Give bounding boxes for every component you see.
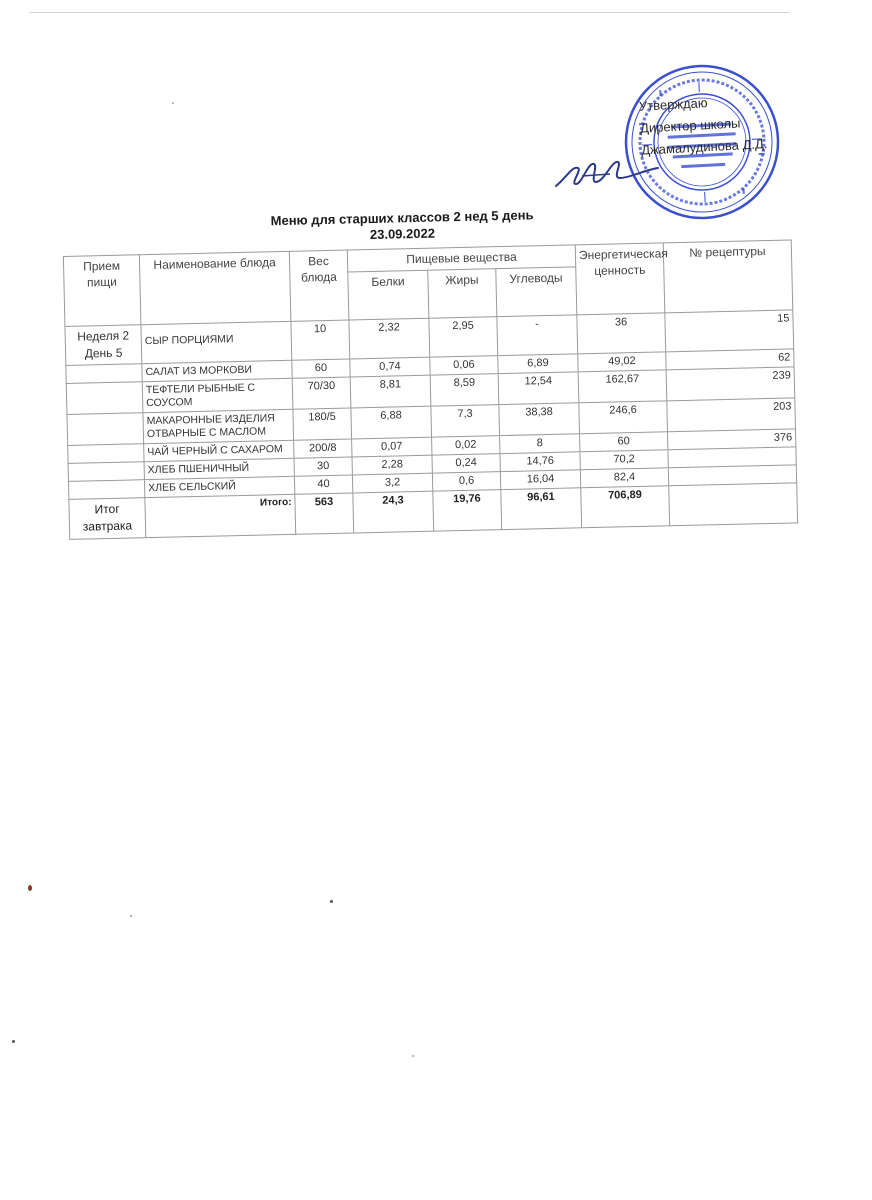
dish-weight: 60 — [292, 359, 350, 378]
dish-fat: 2,95 — [429, 317, 498, 358]
header-weight: Вес блюда — [289, 250, 349, 321]
document-title: Меню для старших классов 2 нед 5 день — [270, 207, 534, 229]
dish-weight: 70/30 — [292, 377, 351, 409]
dish-carbs: - — [497, 315, 578, 356]
dish-name: МАКАРОННЫЕ ИЗДЕЛИЯ ОТВАРНЫЕ С МАСЛОМ — [143, 409, 294, 443]
dish-recipe: 239 — [666, 367, 795, 401]
total-fat: 19,76 — [433, 490, 502, 532]
dish-energy: 60 — [580, 432, 668, 452]
total-energy: 706,89 — [581, 486, 670, 528]
dish-carbs: 8 — [500, 434, 580, 454]
total-meal-label: Итог завтрака — [69, 498, 146, 540]
dish-energy: 70,2 — [580, 450, 668, 470]
dish-protein: 3,2 — [352, 473, 432, 493]
dish-name: ТЕФТЕЛИ РЫБНЫЕ С СОУСОМ — [142, 378, 293, 412]
dish-carbs: 12,54 — [498, 372, 579, 405]
meal-cell-empty — [68, 444, 144, 464]
header-protein: Белки — [348, 270, 429, 320]
dish-weight: 200/8 — [294, 439, 352, 458]
approval-line-1: Утверждаю — [638, 95, 708, 114]
meal-cell-empty — [67, 413, 144, 446]
total-label: Итого: — [145, 494, 296, 537]
meal-cell-empty — [68, 480, 144, 500]
meal-cell-empty — [66, 364, 142, 384]
approval-line-3: Джамалудинова Д.Д. — [640, 136, 768, 158]
dish-protein: 6,88 — [351, 406, 432, 439]
menu-document — [62, 201, 809, 540]
scan-edge-line — [30, 12, 790, 13]
dish-carbs: 6,89 — [498, 354, 578, 374]
dish-weight: 180/5 — [293, 408, 352, 440]
dish-name: ХЛЕБ СЕЛЬСКИЙ — [144, 476, 294, 497]
total-weight: 563 — [295, 493, 354, 534]
menu-table — [63, 239, 798, 539]
dish-energy: 49,02 — [578, 352, 666, 372]
dish-weight: 40 — [294, 475, 352, 494]
dish-protein: 2,32 — [349, 318, 430, 359]
dish-protein: 2,28 — [352, 455, 432, 475]
dish-energy: 246,6 — [579, 401, 668, 434]
header-meal: Прием пищи — [63, 255, 141, 327]
dish-carbs: 14,76 — [500, 452, 580, 472]
meal-label: Неделя 2 День 5 — [65, 325, 142, 366]
dish-energy: 36 — [577, 313, 666, 354]
dish-fat: 0,6 — [432, 472, 500, 492]
dish-recipe: 376 — [668, 429, 796, 450]
dish-fat: 0,06 — [430, 356, 498, 376]
dish-protein: 0,74 — [350, 357, 430, 377]
total-carbs: 96,61 — [501, 488, 582, 530]
dish-carbs: 38,38 — [499, 403, 580, 436]
approval-line-2: Директор школы — [639, 115, 741, 136]
dish-protein: 0,07 — [352, 437, 432, 457]
dish-energy: 82,4 — [580, 468, 668, 488]
director-signature — [552, 148, 662, 194]
meal-cell-empty — [68, 462, 144, 482]
dish-name: ХЛЕБ ПШЕНИЧНЫЙ — [144, 458, 294, 479]
header-dish: Наименование блюда — [139, 251, 291, 324]
dish-weight: 10 — [291, 320, 350, 360]
dish-energy: 162,67 — [578, 370, 667, 403]
total-recipe-empty — [669, 483, 798, 526]
dish-recipe: 203 — [667, 398, 796, 432]
dish-fat: 8,59 — [430, 374, 499, 407]
document-date: 23.09.2022 — [369, 225, 436, 243]
total-protein: 24,3 — [353, 491, 434, 533]
dish-carbs: 16,04 — [500, 470, 580, 490]
dish-protein: 8,81 — [350, 375, 431, 408]
dish-name: СЫР ПОРЦИЯМИ — [141, 321, 292, 363]
dish-fat: 0,24 — [432, 454, 500, 474]
meal-cell-empty — [66, 382, 143, 415]
dish-name: ЧАЙ ЧЕРНЫЙ С САХАРОМ — [144, 440, 294, 461]
dish-fat: 7,3 — [431, 405, 500, 438]
header-fat: Жиры — [428, 269, 497, 319]
header-recipe: № рецептуры — [663, 240, 793, 313]
header-carbs: Углеводы — [496, 267, 577, 317]
dish-weight: 30 — [294, 457, 352, 476]
dish-name: САЛАТ ИЗ МОРКОВИ — [142, 360, 292, 381]
header-energy: Энергетическая ценность — [575, 243, 665, 315]
dish-recipe: 15 — [665, 310, 794, 352]
header-nutrients: Пищевые вещества — [347, 245, 575, 272]
dish-fat: 0,02 — [432, 436, 500, 456]
dish-recipe: 62 — [666, 349, 794, 370]
